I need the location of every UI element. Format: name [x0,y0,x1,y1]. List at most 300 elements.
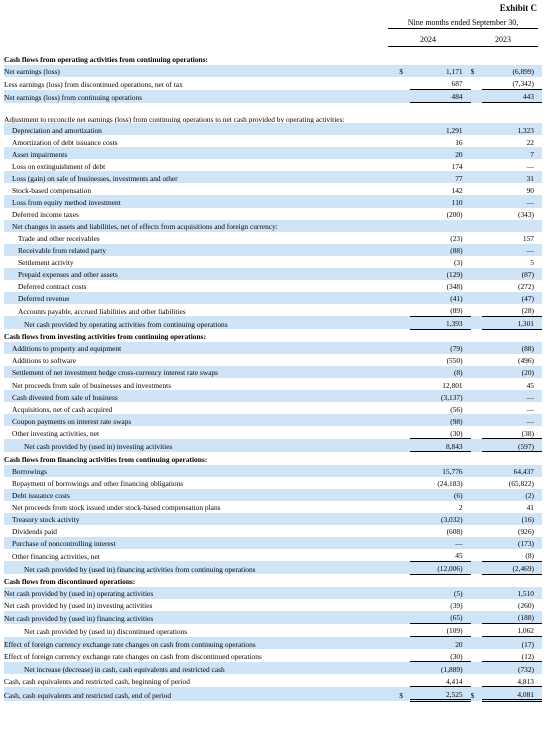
table-row [4,599,542,611]
currency-symbol [399,390,410,402]
value-2024: (65) [410,611,470,624]
row-label: Effect of foreign currency exchange rate changes on cash from continuing operations [4,637,399,650]
currency-symbol [471,316,482,329]
currency-symbol [471,574,482,587]
value-2024 [410,53,470,65]
currency-symbol [471,232,482,244]
row-label: Cash flows from discontinued operations: [4,577,136,587]
table-row [4,208,542,220]
value-2024: (3,137) [410,390,470,402]
value-2023: 4,813 [482,674,542,687]
table-row [4,687,542,701]
row-label: Cash divested from sale of business [4,390,399,402]
currency-symbol [399,649,410,662]
value-2024: 142 [451,185,463,195]
value-2023 [482,574,542,587]
value-2023: 157 [522,233,534,243]
row-label: Deferred income taxes [12,209,79,219]
cash-flow-table-body [4,53,542,701]
table-row [4,220,542,232]
row-label: Net earnings (loss) from continuing operations [4,90,399,103]
table-row [4,159,542,171]
currency-symbol [399,574,410,587]
currency-symbol [399,220,410,232]
currency-symbol [471,159,482,171]
row-label: Receivable from related party [4,244,399,256]
currency-symbol [399,674,410,687]
row-label: Treasury stock activity [4,513,399,525]
value-2023: — [482,244,542,256]
table-row [4,637,542,650]
row-label: Effect of foreign currency exchange rate changes on cash from discontinued operations [4,652,262,662]
currency-symbol [399,90,410,103]
value-2023: (732) [482,662,542,675]
currency-symbol [471,208,482,220]
currency-symbol [399,402,410,414]
currency-symbol [399,280,410,292]
row-label: Net cash provided by (used in) investing activities [4,439,399,452]
currency-symbol [471,292,482,304]
value-2023: (2,469) [482,561,542,574]
currency-symbol [399,292,410,304]
value-2023: (8) [482,549,542,562]
currency-symbol [399,561,410,574]
table-row [4,477,542,489]
value-2024: (30) [410,426,470,439]
value-2024: (5) [410,587,470,599]
value-2024: (3,032) [410,513,470,525]
table-row [4,611,542,624]
value-2023: (2) [482,489,542,501]
currency-symbol [471,549,482,562]
currency-symbol [399,183,410,195]
currency-symbol [471,304,482,317]
row-label: Acquisitions, net of cash acquired [12,404,113,414]
currency-symbol [471,342,482,354]
row-label: Deferred revenue [4,292,399,304]
value-2023: 31 [482,171,542,183]
value-2024: (348) [446,282,463,292]
currency-symbol [399,304,410,317]
value-2023 [482,220,542,232]
row-label: Repayment of borrowings and other financing obligations [12,478,184,488]
table-row [4,426,542,439]
value-2023: (47) [482,292,542,304]
value-2024: 1,291 [410,123,470,135]
currency-symbol [471,674,482,687]
currency-symbol [471,329,482,342]
value-2024: (1,889) [410,662,470,675]
table-row [4,342,542,354]
value-2023: (173) [482,537,542,549]
currency-symbol [471,649,482,662]
table-row [4,537,542,549]
currency-symbol [399,501,410,513]
table-row [4,390,542,402]
section-header-row [4,53,542,65]
currency-symbol: $ [399,65,410,77]
currency-symbol [399,587,410,599]
table-row [4,256,542,268]
row-label: Debt issuance costs [4,489,399,501]
year-2024-header: 2024 [420,35,436,44]
currency-symbol [471,354,482,366]
row-label: Net proceeds from sale of businesses and investments [12,380,172,390]
value-2023: 4,081 [482,687,542,701]
period-header: Nine months ended September 30, [388,18,538,29]
value-2023: (38) [482,426,542,439]
currency-symbol [399,123,410,135]
value-2024: 12,801 [442,380,463,390]
year-2023-header: 2023 [495,35,511,44]
row-label: Net cash provided by (used in) discontinued operations [24,626,188,636]
row-label: Cash flows from financing activities from continuing operations: [4,454,208,464]
currency-symbol [471,465,482,477]
value-2024: 1,171 [410,65,470,77]
value-2024: (550) [446,356,463,366]
currency-symbol [471,439,482,452]
value-2024 [410,329,470,342]
currency-symbol [399,378,410,390]
value-2024: (56) [450,404,463,414]
currency-symbol [399,354,410,366]
value-2023: (260) [517,601,534,611]
row-label: Purchase of noncontrolling interest [4,537,399,549]
row-label: Net earnings (loss) [4,65,399,77]
currency-symbol [399,195,410,207]
table-row [4,465,542,477]
value-2023: — [526,404,534,414]
value-2024: (98) [410,414,470,426]
currency-symbol [471,366,482,378]
value-2024: 20 [410,147,470,159]
table-row [4,649,542,662]
table-row [4,316,542,329]
currency-symbol [471,195,482,207]
table-row [4,77,542,90]
row-label: Net cash provided by operating activities from continuing operations [4,316,399,329]
value-2023: (28) [482,304,542,317]
value-2023: (65,822) [508,478,534,488]
currency-symbol [399,366,410,378]
table-row [4,354,542,366]
currency-symbol [399,135,410,147]
row-label: Additions to property and equipment [4,342,399,354]
currency-symbol [399,452,410,465]
currency-symbol [399,637,410,650]
currency-symbol [399,342,410,354]
exhibit-label: Exhibit C [499,3,537,13]
currency-symbol [471,147,482,159]
currency-symbol [399,465,410,477]
table-row [4,662,542,675]
value-2023: (88) [482,342,542,354]
currency-symbol [471,587,482,599]
currency-symbol [399,662,410,675]
table-row [4,195,542,207]
value-2024: (129) [410,268,470,280]
value-2024: (8) [410,366,470,378]
table-row [4,414,542,426]
value-2024: (88) [410,244,470,256]
table-row [4,268,542,280]
value-2024: 4,414 [410,674,470,687]
value-2023: 90 [526,185,534,195]
value-2024: (12,006) [410,561,470,574]
currency-symbol [471,244,482,256]
value-2023 [482,329,542,342]
currency-symbol: $ [471,687,482,701]
currency-symbol [399,624,410,637]
table-row [4,65,542,77]
row-label: Dividends paid [12,527,57,537]
currency-symbol [399,256,410,268]
value-2024: 2 [458,502,463,512]
row-label: Adjustment to reconcile net earnings (loss) from continuing operations to net cash provided by operating activities: [4,114,345,124]
currency-symbol [399,316,410,329]
table-row [4,561,542,574]
currency-symbol [399,414,410,426]
value-2024: (24,183) [437,478,463,488]
currency-symbol [399,489,410,501]
currency-symbol [399,232,410,244]
currency-symbol [399,77,410,90]
value-2024: 77 [410,171,470,183]
currency-symbol [471,135,482,147]
value-2023: 1,323 [482,123,542,135]
currency-symbol [471,220,482,232]
row-label: Asset impairments [4,147,399,159]
value-2023: — [482,390,542,402]
currency-symbol [399,208,410,220]
currency-symbol [471,477,482,489]
value-2023: (597) [482,439,542,452]
row-label: Borrowings [4,465,399,477]
value-2024: (89) [410,304,470,317]
table-row [4,489,542,501]
row-label: Cash flows from operating activities from continuing operations: [4,55,208,65]
currency-symbol [471,90,482,103]
currency-symbol [399,103,410,124]
currency-symbol: $ [471,65,482,77]
currency-symbol [399,147,410,159]
currency-symbol [471,624,482,637]
currency-symbol [471,123,482,135]
table-row [4,378,542,390]
row-label: Other financing activities, net [12,551,100,561]
value-2024: (608) [446,527,463,537]
row-label: Loss from equity method investment [4,195,399,207]
row-label: Loss (gain) on sale of businesses, investments and other [4,171,399,183]
table-row [4,624,542,637]
row-label: Deferred contract costs [18,282,87,292]
value-2024 [410,452,470,465]
row-label: Net cash provided by (used in) operating activities [4,587,399,599]
currency-symbol [471,489,482,501]
currency-symbol [471,256,482,268]
value-2023 [482,452,542,465]
row-label: Settlement activity [18,258,74,268]
currency-symbol [471,280,482,292]
table-row [4,232,542,244]
table-row [4,292,542,304]
table-row [4,366,542,378]
table-row [4,674,542,687]
value-2023: 1,062 [482,624,542,637]
value-2024: 8,843 [410,439,470,452]
section-header-row [4,329,542,342]
table-row [4,123,542,135]
row-label: Net cash provided by (used in) financing activities [4,611,399,624]
currency-symbol [399,268,410,280]
value-2024: 15,776 [410,465,470,477]
value-2023: 1,510 [482,587,542,599]
currency-symbol [399,244,410,256]
value-2023: (272) [517,282,534,292]
table-row [4,171,542,183]
currency-symbol [471,561,482,574]
value-2024 [410,574,470,587]
value-2024: 20 [410,637,470,650]
value-2024: (23) [450,233,463,243]
row-label: Net proceeds from stock issued under stock-based compensation plans [12,502,221,512]
row-label: Cash flows from investing activities from continuing operations: [4,332,206,342]
value-2023: (7,342) [482,77,542,90]
currency-symbol [399,513,410,525]
currency-symbol [471,637,482,650]
row-label: Other investing activities, net [12,429,100,439]
currency-symbol [399,477,410,489]
value-2023: 64,437 [482,465,542,477]
row-label: Stock-based compensation [12,185,92,195]
currency-symbol [399,159,410,171]
currency-symbol [471,402,482,414]
currency-symbol [399,537,410,549]
value-2024: 2,525 [410,687,470,701]
value-2023: (87) [482,268,542,280]
currency-symbol: $ [399,687,410,701]
row-label: Net cash provided by (used in) financing activities from continuing operations [4,561,399,574]
currency-symbol [471,103,482,124]
row-label: Loss on extinguishment of debt [12,161,106,171]
value-2023: 443 [482,90,542,103]
value-2024: (79) [410,342,470,354]
table-row [4,501,542,513]
table-row [4,549,542,562]
value-2023: 22 [526,137,534,147]
value-2024: 16 [455,137,463,147]
currency-symbol [399,549,410,562]
row-label: Amortization of debt issuance costs [12,137,118,147]
table-row [4,513,542,525]
table-row [4,90,542,103]
row-label: Cash, cash equivalents and restricted cash, end of period [4,687,399,701]
table-row [4,525,542,537]
table-row [4,147,542,159]
currency-symbol [471,662,482,675]
value-2024: (41) [410,292,470,304]
value-2023: — [482,195,542,207]
value-2024: (6) [410,489,470,501]
value-2023: (16) [482,513,542,525]
value-2023: 45 [526,380,534,390]
currency-symbol [399,329,410,342]
table-row [4,244,542,256]
value-2023: 5 [530,258,534,268]
value-2024 [410,220,470,232]
row-label: Accounts payable, accrued liabilities and other liabilities [18,306,186,316]
row-label: Coupon payments on interest rate swaps [4,414,399,426]
row-label: Less earnings (loss) from discontinued operations, net of tax [4,79,183,89]
currency-symbol [471,183,482,195]
currency-symbol [471,53,482,65]
table-row [4,280,542,292]
value-2023: (17) [482,637,542,650]
table-row [4,439,542,452]
value-2024: 45 [410,549,470,562]
row-label: Additions to software [12,356,77,366]
value-2024: (200) [446,209,463,219]
currency-symbol [471,525,482,537]
value-2024: 110 [410,195,470,207]
currency-symbol [471,599,482,611]
currency-symbol [399,439,410,452]
value-2024: 174 [451,161,463,171]
currency-symbol [399,599,410,611]
value-2023: (6,899) [482,65,542,77]
currency-symbol [471,390,482,402]
value-2024: (30) [410,649,470,662]
value-2023: — [482,414,542,426]
currency-symbol [471,537,482,549]
currency-symbol [471,426,482,439]
row-label: Net changes in assets and liabilities, net of effects from acquisitions and foreign currency: [4,220,399,232]
value-2024: 687 [410,77,470,90]
value-2024: 1,393 [410,316,470,329]
value-2023: (926) [517,527,534,537]
table-row [4,183,542,195]
value-2023: (20) [482,366,542,378]
row-label: Net cash provided by (used in) investing activities [4,601,153,611]
currency-symbol [399,171,410,183]
currency-symbol [399,525,410,537]
currency-symbol [471,77,482,90]
value-2023: (343) [517,209,534,219]
year-header [388,35,538,47]
value-2023: 41 [526,502,534,512]
table-row [4,103,542,124]
currency-symbol [471,513,482,525]
value-2024: (39) [450,601,463,611]
value-2023 [482,103,542,124]
row-label: Depreciation and amortization [4,123,399,135]
currency-symbol [399,611,410,624]
currency-symbol [471,378,482,390]
section-header-row [4,452,542,465]
currency-symbol [399,426,410,439]
value-2024: (109) [410,624,470,637]
value-2023: 1,301 [482,316,542,329]
currency-symbol [399,53,410,65]
currency-symbol [471,611,482,624]
value-2024: (3) [453,258,463,268]
currency-symbol [471,501,482,513]
row-label: Prepaid expenses and other assets [4,268,399,280]
cash-flow-table [4,53,542,702]
currency-symbol [471,171,482,183]
table-row [4,587,542,599]
table-row [4,304,542,317]
